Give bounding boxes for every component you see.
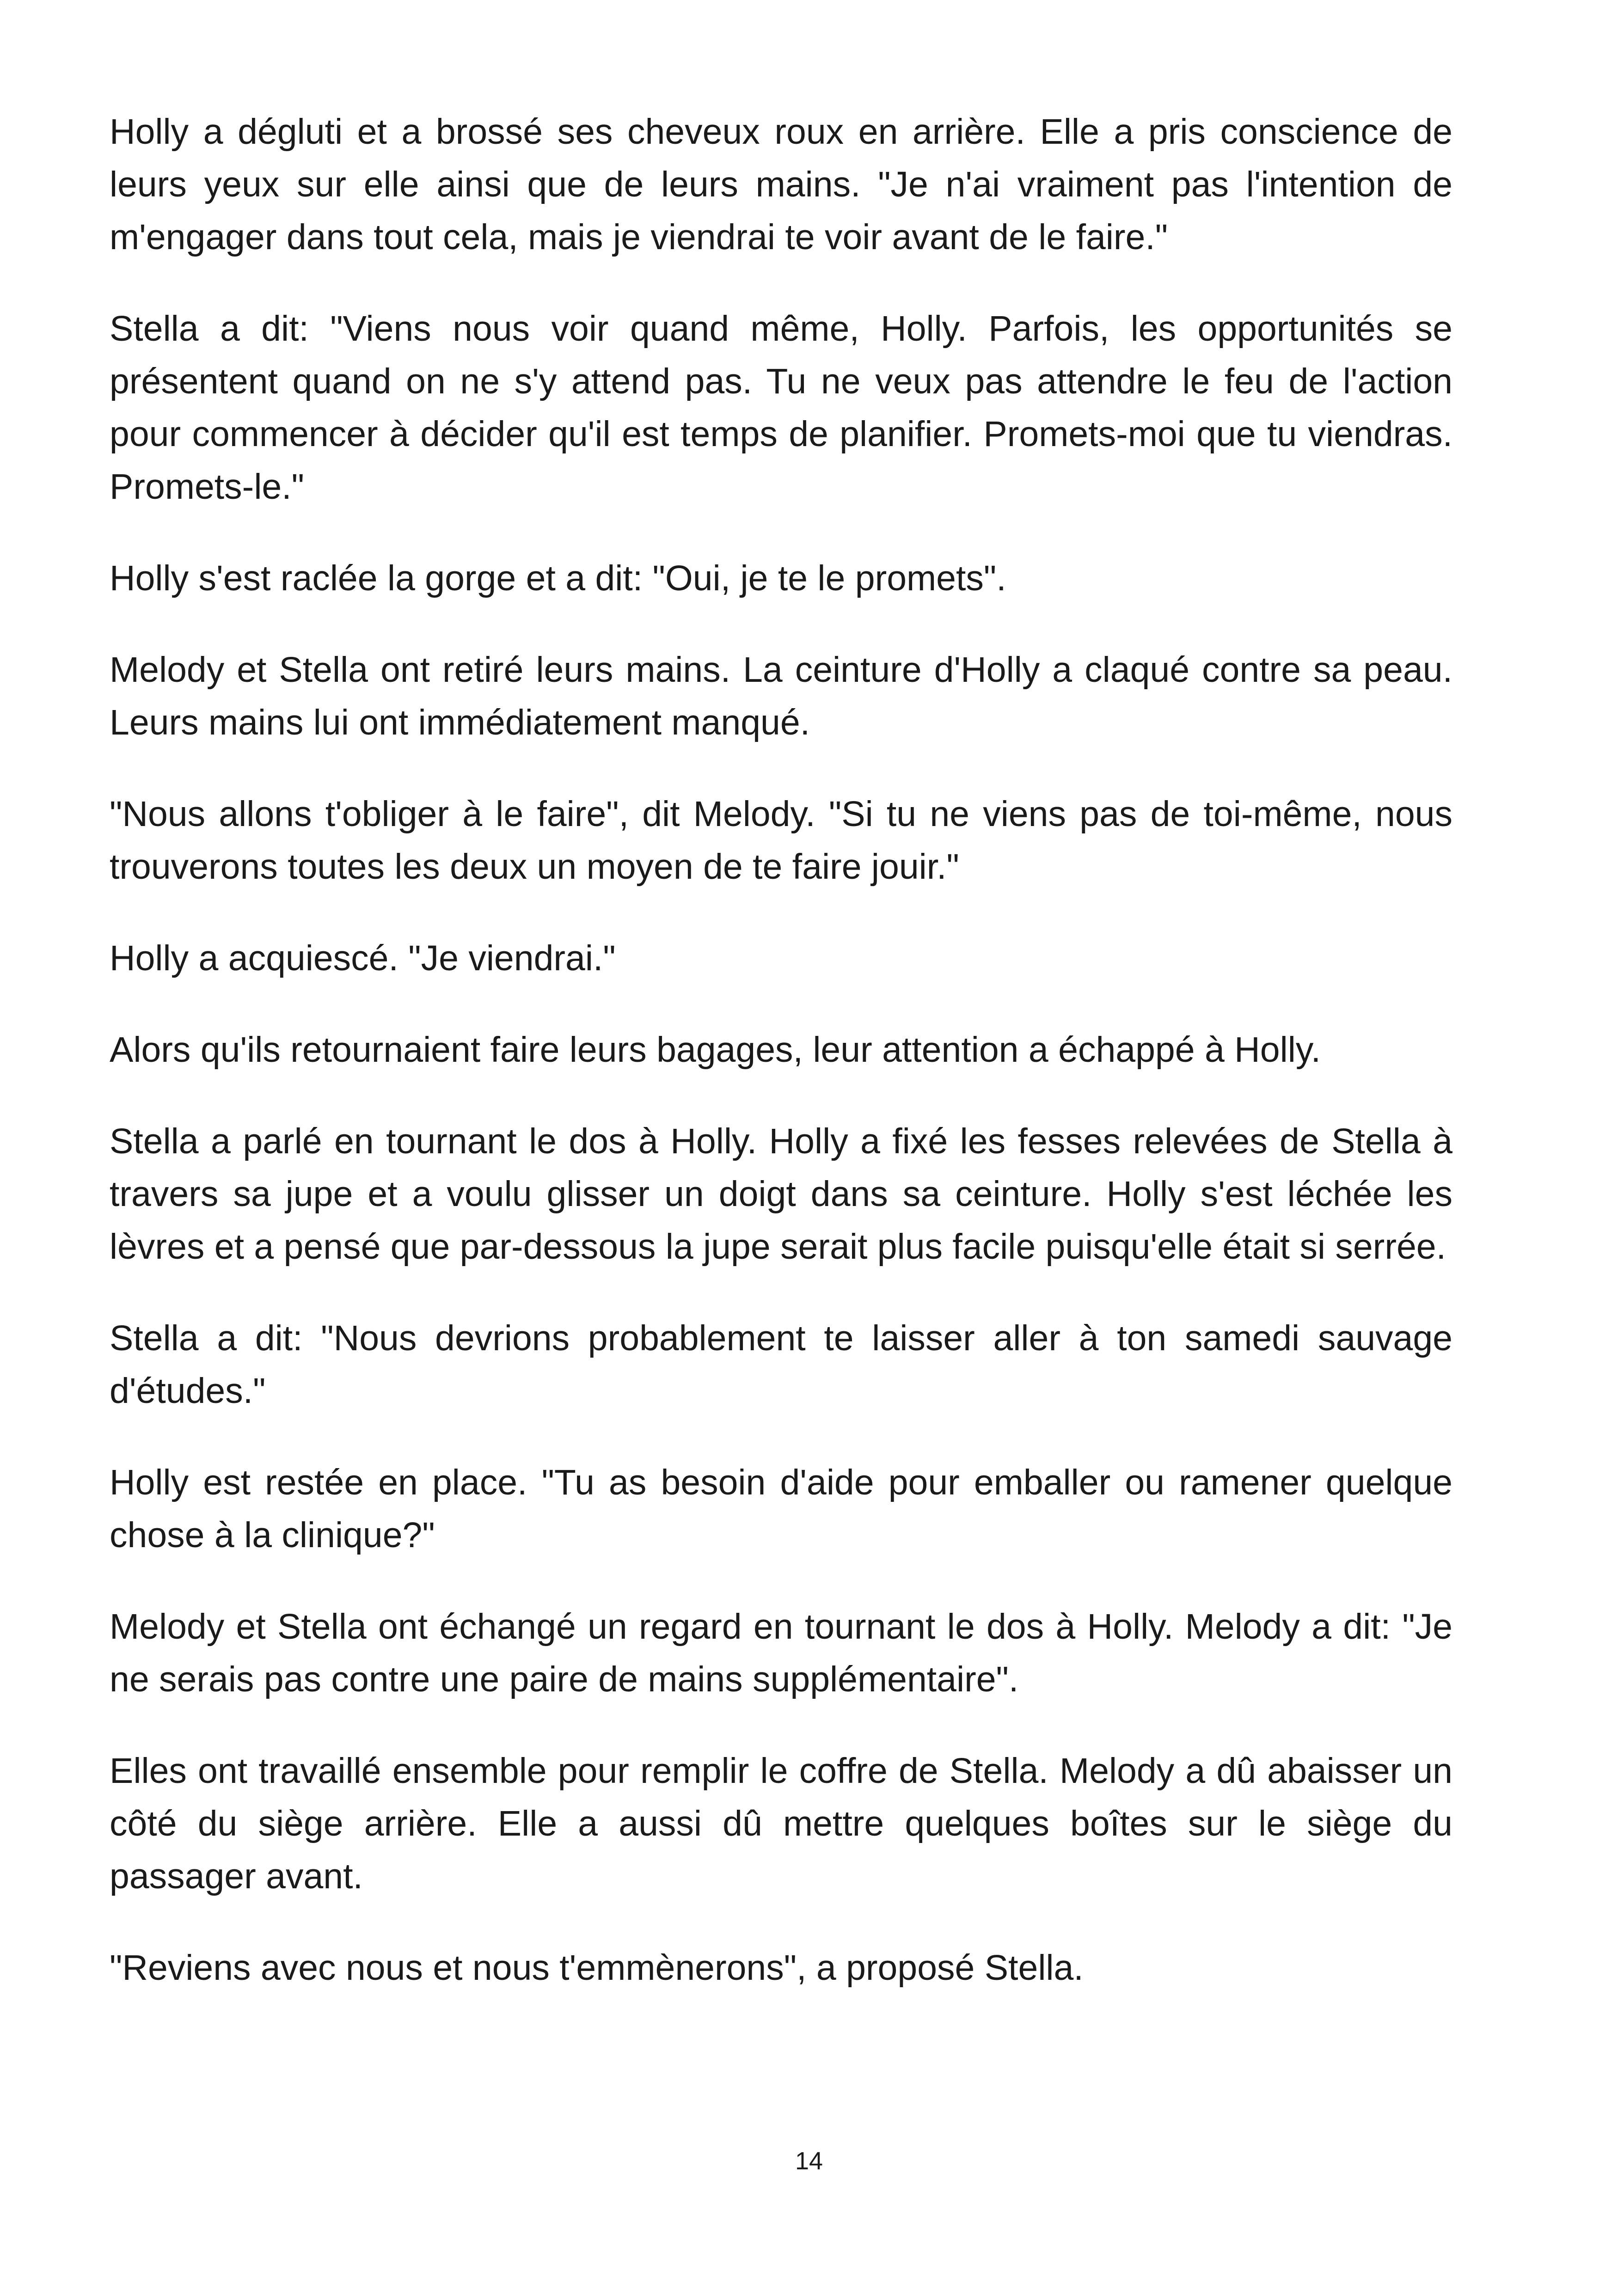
- paragraph: Stella a parlé en tournant le dos à Holly. Holly a fixé les fesses relevées de Stella à travers sa jupe et a voulu glisser un doigt dans sa ceinture. Holly s'est léchée les lèvres et a pensé que par-dessous la jupe serait plus facile puisqu'elle était si serrée.: [110, 1121, 1453, 1267]
- paragraph: "Nous allons t'obliger à le faire", dit Melody. "Si tu ne viens pas de toi-même, nous trouverons toutes les deux un moyen de te faire jouir.": [110, 794, 1453, 887]
- paragraph: Stella a dit: "Viens nous voir quand même, Holly. Parfois, les opportunités se présentent quand on ne s'y attend pas. Tu ne veux pas attendre le feu de l'action pour commencer à décider qu'il est temps de planifier. Promets-moi que tu viendras. Promets-le.": [110, 309, 1453, 507]
- paragraph: Holly s'est raclée la gorge et a dit: "Oui, je te le promets".: [110, 558, 1006, 598]
- body-text: [110, 105, 1453, 2033]
- paragraph: Holly a acquiescé. "Je viendrai.": [110, 938, 616, 978]
- paragraph: Melody et Stella ont retiré leurs mains. La ceinture d'Holly a claqué contre sa peau. Leurs mains lui ont immédiatement manqué.: [110, 650, 1453, 742]
- paragraph: "Reviens avec nous et nous t'emmènerons", a proposé Stella.: [110, 1948, 1084, 1988]
- paragraph: Holly est restée en place. "Tu as besoin d'aide pour emballer ou ramener quelque chose à la clinique?": [110, 1463, 1453, 1555]
- paragraph: Elles ont travaillé ensemble pour remplir le coffre de Stella. Melody a dû abaisser un côté du siège arrière. Elle a aussi dû mettre quelques boîtes sur le siège du passager avant.: [110, 1751, 1453, 1896]
- page-number: 14: [795, 2147, 823, 2175]
- paragraph: Melody et Stella ont échangé un regard en tournant le dos à Holly. Melody a dit: "Je ne serais pas contre une paire de mains supplémentaire".: [110, 1607, 1453, 1699]
- paragraph: Stella a dit: "Nous devrions probablement te laisser aller à ton samedi sauvage d'études.": [110, 1318, 1453, 1411]
- paragraph: Holly a dégluti et a brossé ses cheveux roux en arrière. Elle a pris conscience de leurs yeux sur elle ainsi que de leurs mains. "Je n'ai vraiment pas l'intention de m'engager dans tout cela, mais je viendrai te voir avant de le faire.": [110, 112, 1453, 257]
- paragraph: Alors qu'ils retournaient faire leurs bagages, leur attention a échappé à Holly.: [110, 1030, 1321, 1070]
